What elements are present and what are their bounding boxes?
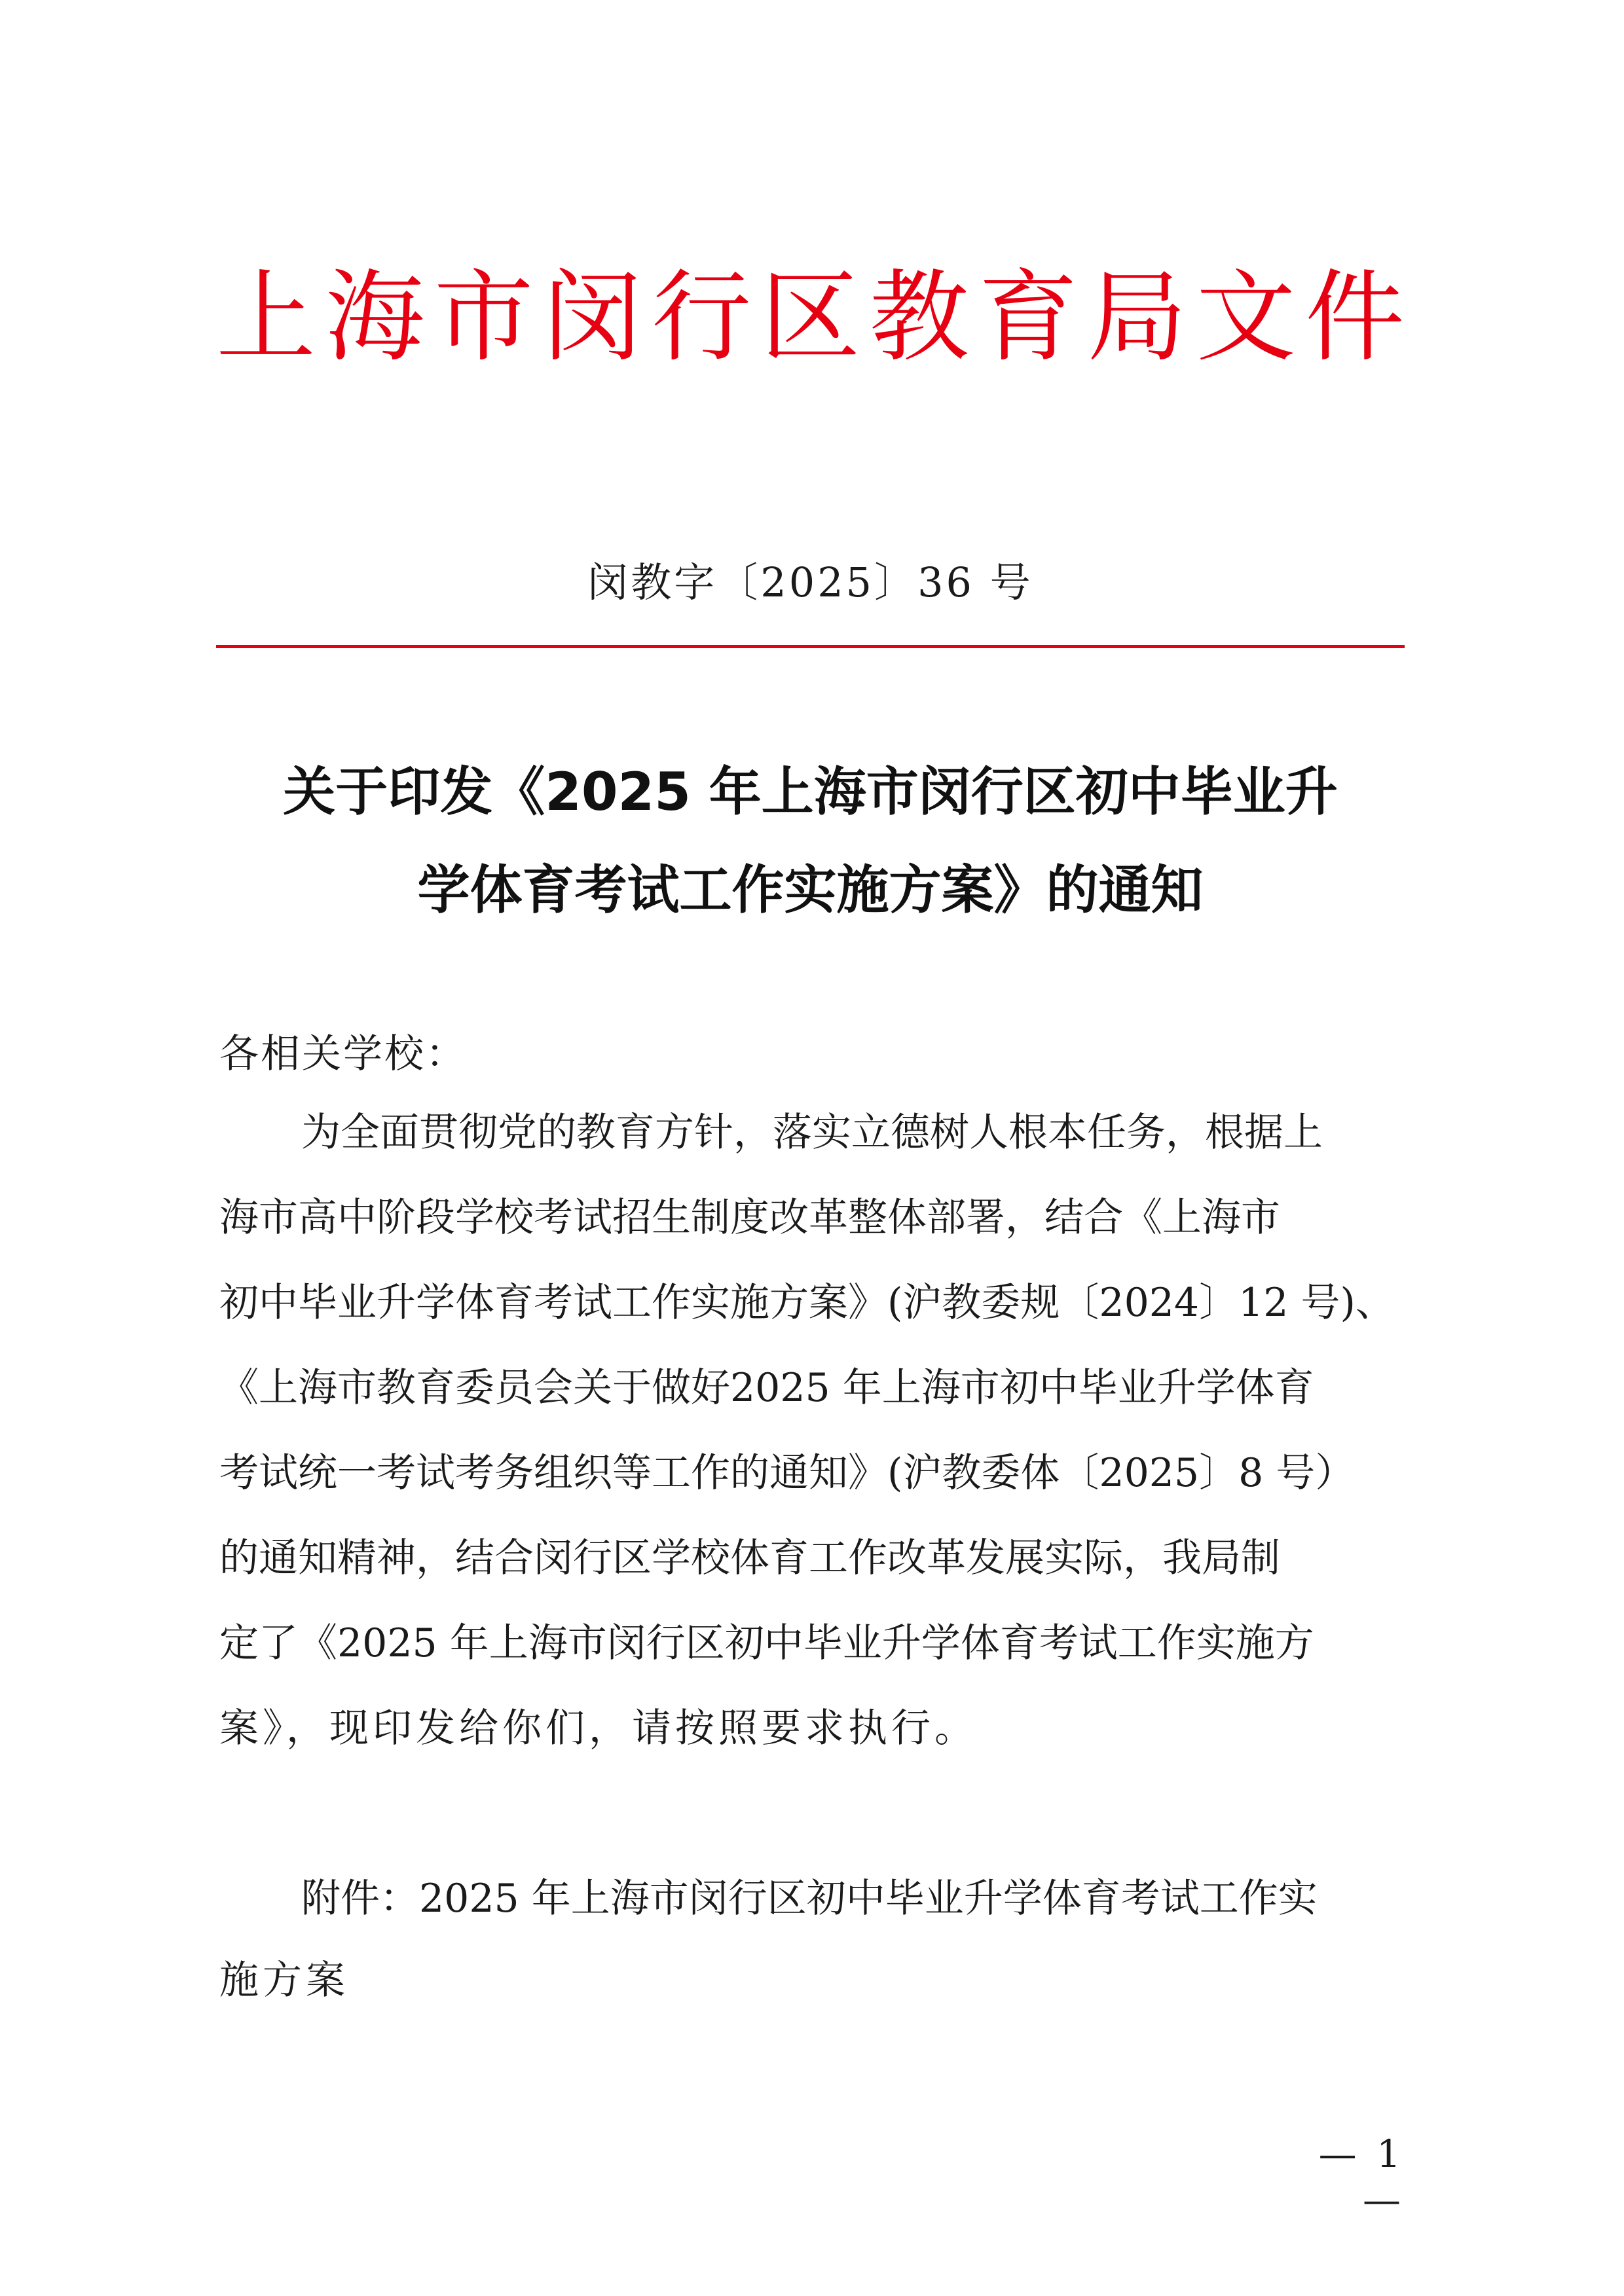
header-divider-line <box>216 645 1405 648</box>
title-line: 关于印发《2025 年上海市闵行区初中毕业升 <box>283 761 1338 822</box>
masthead-char: 行 <box>652 259 752 375</box>
masthead-char: 区 <box>760 259 860 375</box>
issuer-masthead <box>216 259 1405 376</box>
body-line: 海市高中阶段学校考试招生制度改革整体部署，结合《上海市 <box>219 1195 1280 1241</box>
attachment-line: 施方案 <box>219 1958 349 2003</box>
masthead-char: 上 <box>216 259 316 375</box>
body-line: 定了《2025 年上海市闵行区初中毕业升学体育考试工作实施方 <box>219 1620 1314 1666</box>
body-line: 的通知精神，结合闵行区学校体育工作改革发展实际，我局制 <box>219 1535 1280 1581</box>
document-number: 闵教字〔2025〕36 号 <box>587 558 1033 606</box>
attachment-note <box>219 1872 1405 2036</box>
body-line: 初中毕业升学体育考试工作实施方案》(沪教委规〔2024〕12 号)、 <box>219 1280 1395 1326</box>
masthead-char: 市 <box>434 259 534 375</box>
body-line: 案》，现印发给你们，请按照要求执行。 <box>219 1705 978 1751</box>
masthead-char: 海 <box>325 259 425 375</box>
body-line: 考试统一考试考务组织等工作的通知》(沪教委体〔2025〕8 号） <box>219 1450 1355 1496</box>
document-title <box>196 743 1424 939</box>
masthead-char: 局 <box>1087 259 1187 375</box>
title-line: 学体育考试工作实施方案》的通知 <box>417 860 1204 920</box>
attachment-line: 附件：2025 年上海市闵行区初中毕业升学体育考试工作实 <box>301 1876 1318 1922</box>
masthead-char: 文 <box>1196 259 1296 375</box>
body-line: 《上海市教育委员会关于做好2025 年上海市初中毕业升学体育 <box>219 1365 1314 1411</box>
masthead-char: 闵 <box>542 259 642 375</box>
salutation: 各相关学校： <box>219 1031 467 1077</box>
body-paragraph <box>219 1106 1405 1787</box>
masthead-char: 件 <box>1304 259 1405 375</box>
page-number: — 1 — <box>1318 2132 1405 2222</box>
body-line: 为全面贯彻党的教育方针，落实立德树人根本任务，根据上 <box>301 1110 1323 1156</box>
masthead-char: 育 <box>978 259 1079 375</box>
masthead-char: 教 <box>869 259 969 375</box>
